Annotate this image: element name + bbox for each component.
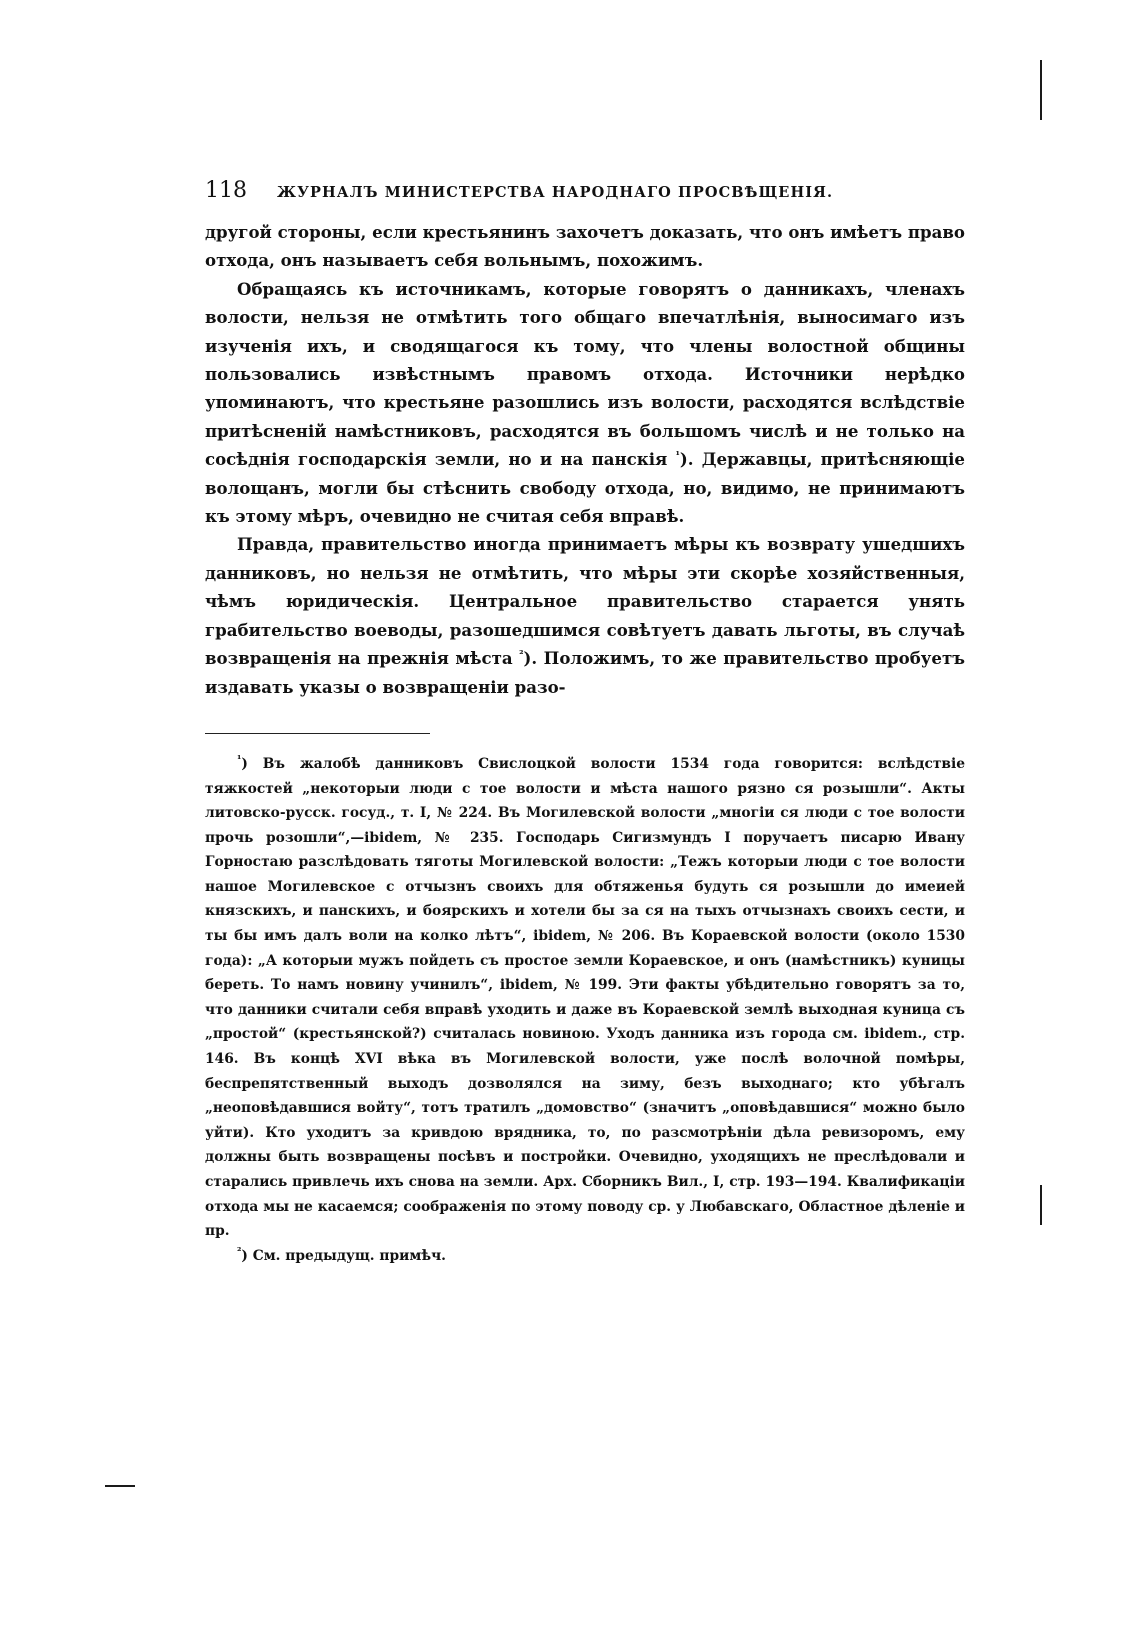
page-header: [205, 178, 965, 218]
paragraph-3-part-b: ). Положимъ, то же правительство пробуетъ издавать указы о возвращеніи разо-: [205, 648, 965, 697]
paragraph-1: другой стороны, если крестьянинъ захочетъ доказать, что онъ имѣетъ право отхода, онъ называетъ себя вольнымъ, похожимъ.: [205, 222, 965, 271]
footnote-2-text: ) См. предыдущ. примѣч.: [241, 1247, 446, 1264]
paragraph-3: [205, 530, 965, 700]
footnotes: [205, 752, 965, 1268]
paragraph-3-part-a: Правда, правительство иногда принимаетъ мѣры къ возврату ушедшихъ данниковъ, но нельзя не отмѣтить, что мѣры эти скорѣе хозяйственныя, чѣмъ юридическія. Центральное правительство старается унять грабительство воеводы, разошедшимся совѣтуетъ давать льготы, въ случаѣ возвращенія на прежнія мѣста: [205, 534, 965, 669]
page-number: 118: [205, 178, 247, 203]
paragraph-2-part-a: Обращаясь къ источникамъ, которые говорятъ о данникахъ, членахъ волости, нельзя не отмѣтить того общаго впечатлѣнія, выносимаго изъ изученія ихъ, и сводящагося къ тому, что члены волостной общины пользовались извѣстнымъ правомъ отхода. Источники нерѣдко упоминаютъ, что крестьяне разошлись изъ волости, расходятся вслѣдствіе притѣсненій намѣстниковъ, расходятся въ большомъ числѣ и не только на сосѣднія господарскія земли, но и на панскія: [205, 278, 965, 470]
scan-edge-mark: [1040, 60, 1042, 120]
page: [205, 178, 965, 1268]
footnote-1-text: ) Въ жалобѣ данниковъ Свислоцкой волости 1534 года говорится: вслѣдствіе тяжкостей „некоторыи люди с тое волости и мѣста нашого рязно ся розышли“. Акты литовско-русск. госуд., т. I, № 224. Въ Могилевской волости „многіи ся люди с тое волости прочь розошли“,—ibidem, № 235. Господарь Сигизмундъ I поручаетъ писарю Ивану Горностаю разслѣдовать тяготы Могилевской волости: „Тежъ которыи люди с тое волости нашое Могилевское с отчызнъ своихъ для обтяженья будуть ся розышли до имеией князскихъ, и панскихъ, и боярскихъ и хотели бы за ся на тыхъ отчызнахъ своихъ сести, и ты бы имъ далъ воли на колко лѣтъ“, ibidem, № 206. Въ Кораевской волости (около 1530 года): „А которыи мужъ пойдеть съ простое земли Кораевское, и онъ (намѣстникъ) куницы береть. То намъ новину учинилъ“, ibidem, № 199. Эти факты убѣдительно говорятъ за то, что данники считали себя вправѣ уходить и даже въ Кораевской землѣ выходная куница съ „простой“ (крестьянской?) считалась новиною. Уходъ данника изъ города см. ibidem., стр. 146. Въ концѣ XVI вѣка въ Могилевской волости, уже послѣ волочной помѣры, беспрепятственный выходъ дозволялся на зиму, безъ выходнаго; кто убѣгалъ „неоповѣдавшися войту“, тотъ тратилъ „домовство“ (значитъ „оповѣдавшися“ можно было уйти). Кто уходитъ за кривдою врядника, то, по разсмотрѣніи дѣла ревизоромъ, ему должны быть возвращены посѣвъ и постройки. Очевидно, уходящихъ не преслѣдовали и старались привлечь ихъ снова на земли. Арх. Сборникъ Вил., I, стр. 193—194. Квалификаціи отхода мы не касаемся; соображенія по этому поводу ср. у Любавскаго, Областное дѣленіе и пр.: [205, 755, 965, 1240]
paragraph-2-part-b: ). Державцы, притѣсняющіе волощанъ, могли бы стѣснить свободу отхода, но, видимо, не принимаютъ къ этому мѣръ, очевидно не считая себя вправѣ.: [205, 449, 965, 527]
footnote-divider: [205, 733, 430, 734]
footnote-ref-1: ¹: [675, 450, 680, 462]
footnote-2: [205, 1244, 965, 1269]
body-text: [205, 218, 965, 701]
footnote-1-mark: ¹: [237, 754, 242, 766]
scan-edge-mark: [1040, 1185, 1042, 1225]
footnote-1: [205, 752, 965, 1244]
paragraph-2: [205, 275, 965, 531]
footnote-2-mark: ²: [237, 1246, 242, 1258]
scan-dash-mark: [105, 1485, 135, 1487]
running-title: ЖУРНАЛЪ МИНИСТЕРСТВА НАРОДНАГО ПРОСВѢЩЕНІЯ.: [277, 184, 834, 201]
footnote-ref-2: ²: [519, 649, 524, 661]
